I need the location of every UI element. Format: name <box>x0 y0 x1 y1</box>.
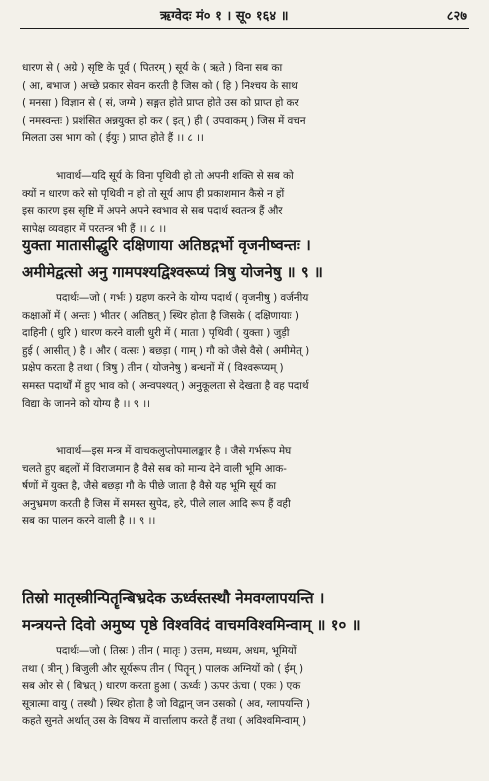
padartha-9 <box>22 290 469 413</box>
text-line: अनुभ्रमण करती है जिस में समस्त सुपेद, हरे, पीले लाल आदि रूप हैं वही <box>22 497 291 510</box>
text-line: सब का पालन करने वाली है ।। ९ ।। <box>22 515 156 528</box>
bhavartha-8 <box>22 168 469 238</box>
mantra-10 <box>22 585 469 639</box>
text-line: धारण से ( अग्रे ) सृष्टि के पूर्व ( पितरम् ) सूर्य के ( ऋते ) विना सब का <box>22 62 283 74</box>
text-line: विद्या के जानने को योग्य है ।। ९ ।। <box>22 397 151 410</box>
header-rule <box>20 28 469 29</box>
mantra-line: तिस्रो मातृस्त्रीन्पितॄन्बिभ्रदेक ऊर्ध्वस्तस्थौ नेमवग्लापयन्ति । <box>22 589 325 607</box>
text-line: ( आ, बभाज ) अच्छे प्रकार सेवन करती है जिस को ( हि ) निश्चय के साथ <box>22 79 298 92</box>
text-line: प्रक्षेप करता है तथा ( त्रिषु ) तीन ( योजनेषु ) बन्धनों में ( विश्वरूप्यम् ) <box>22 362 284 375</box>
mantra-line: अमीमेद्वत्सो अनु गामपश्यद्विश्वरूप्यं त्रिषु योजनेषु ॥ ९ ॥ <box>22 263 323 281</box>
text-line: सब ओर से ( बिभ्रत् ) धारण करता हुआ ( ऊर्ध्वः ) ऊपर ऊंचा ( एकः ) एक <box>22 680 301 693</box>
text-line: सापेक्ष व्यवहार में परतन्त्र भी हैं ।। ८ ।। <box>22 222 167 235</box>
text-line: पदार्थः—जो ( तिस्रः ) तीन ( मातृः ) उत्तम, मध्यम, अधम, भूमियों <box>56 645 297 657</box>
text-line: ( मनसा ) विज्ञान से ( सं, जग्मे ) सङ्गत होते प्राप्त होते उस को प्राप्त हो कर <box>22 97 299 110</box>
text-line: पदार्थः—जो ( गर्भः ) ग्रहण करने के योग्य पदार्थ ( वृजनीषु ) वर्जनीय <box>56 292 309 304</box>
page-number: ८२७ <box>446 9 467 24</box>
text-line: ( नमस्वन्तः ) प्रशंसित अन्नयुक्त हो कर ( इत् ) ही ( उपवाकम् ) जिस में वचन <box>22 114 306 127</box>
text-line: क्यों न धारण करे सो पृथिवी न हो तो सूर्य आप ही प्रकाशमान कैसे न हों <box>22 187 285 200</box>
text-line: सूत्रात्मा वायु ( तस्थौ ) स्थिर होता है जो विद्वान् जन उसको ( अव, ग्लापयन्ति ) <box>22 697 311 710</box>
text-line: समस्त पदार्थों में हुए भाव को ( अन्वपश्यत् ) अनुकूलता से देखता है वह पदार्थ <box>22 379 309 392</box>
padartha-10 <box>22 643 469 731</box>
text-line: हुई ( आसीत् ) है । और ( वत्सः ) बछड़ा ( गाम् ) गौ को जैसे वैसे ( अमीमेत् ) <box>22 344 310 357</box>
mantra-9 <box>22 232 469 286</box>
text-line: भावार्थ—यदि सूर्य के विना पृथिवी हो तो अपनी शक्ति से सब को <box>56 170 294 182</box>
text-line: मिलता उस भाग को ( ईयुः ) प्राप्त होते हैं ।। ८ ।। <box>22 132 204 145</box>
text-line: इस कारण इस सृष्टि में अपने अपने स्वभाव से सब पदार्थ स्वतन्त्र हैं और <box>22 205 283 218</box>
text-line: र्षणों में युक्त है, जैसे बछड़ा गौ के पीछे जाता है वैसे यह भूमि सूर्य का <box>22 480 277 493</box>
text-line: कक्षाओं में ( अन्तः ) भीतर ( अतिष्ठत् ) स्थिर होता है जिसके ( दक्षिणायाः ) <box>22 309 299 322</box>
running-head: ऋग्वेदः मं० १ । सू० १६४ ॥ <box>160 9 289 24</box>
text-line: भावार्थ—इस मन्त्र में वाचकलुप्तोपमालङ्कार है । जैसे गर्भरूप मेघ <box>56 445 292 457</box>
padartha-continuation <box>22 60 469 148</box>
text-line: चलते हुए बद्दलों में विराजमान है वैसे सब को मान्य देने वाली भूमि आक- <box>22 462 287 475</box>
bhavartha-9 <box>22 443 469 531</box>
text-line: दाहिनी ( धुरि ) धारण करने वाली धुरी में ( माता ) पृथिवी ( युक्ता ) जुड़ी <box>22 327 290 340</box>
text-line: तथा ( त्रीन् ) बिजुली और सूर्यरूप तीन ( पितॄन् ) पालक अग्नियों को ( ईम् ) <box>22 662 303 675</box>
text-line: कहते सुनते अर्थात् उस के विषय में वार्त्तालाप करते हैं तथा ( अविश्वमिन्वाम् ) <box>22 715 307 728</box>
mantra-line: युक्ता मातासीद्धुरि दक्षिणाया अतिष्ठद्गर्भो वृजनीष्वन्तः । <box>22 236 311 254</box>
mantra-line: मन्त्रयन्ते दिवो अमुष्य पृष्ठे विश्वविदं वाचमविश्वमिन्वाम् ॥ १० ॥ <box>22 616 361 634</box>
page-header <box>160 4 467 26</box>
